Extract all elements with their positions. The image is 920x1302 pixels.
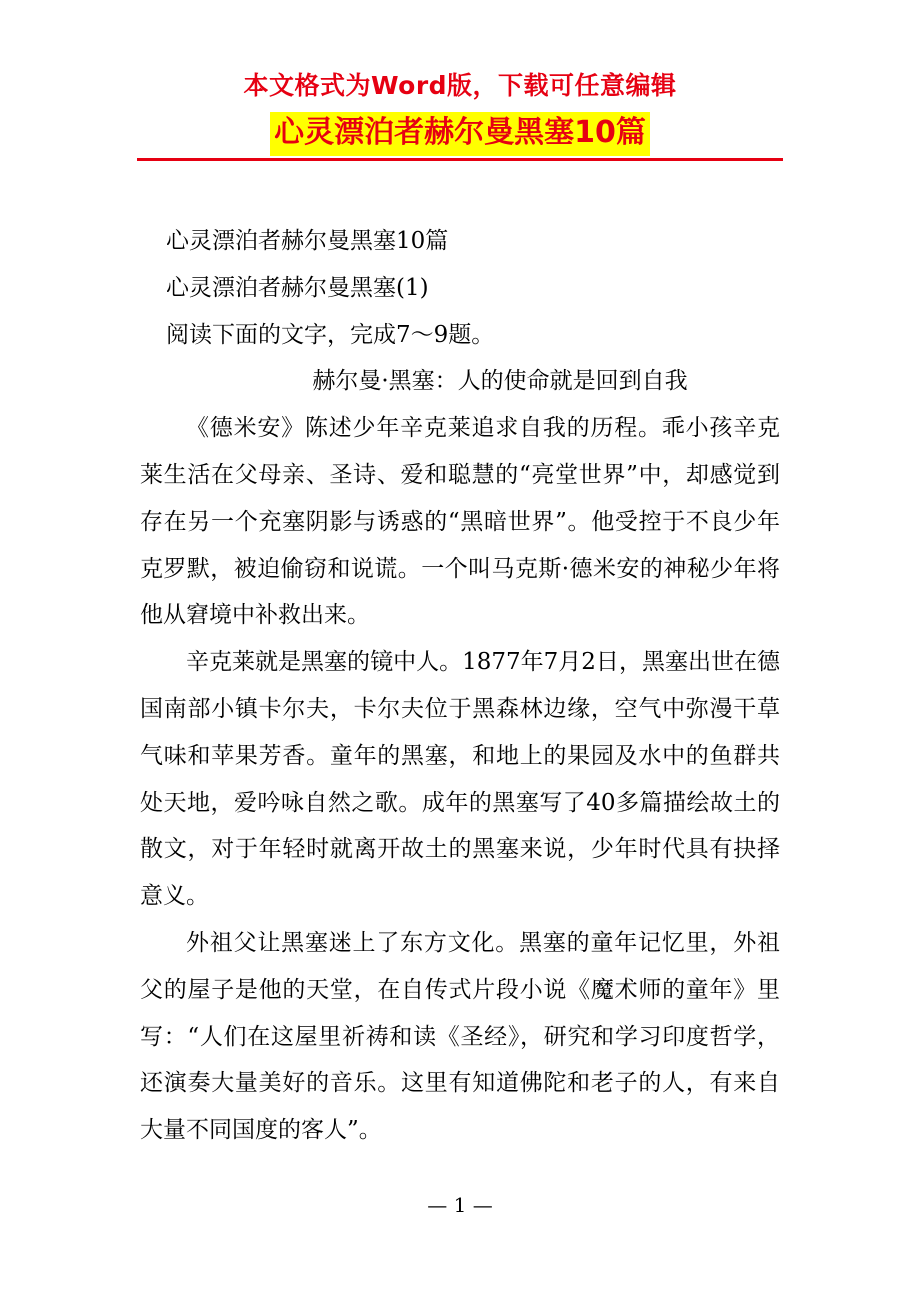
document-title-wrap [0,112,920,156]
section-heading: 心灵漂泊者赫尔曼黑塞(1) [166,274,429,301]
paragraph: 《德米安》陈述少年辛克莱追求自我的历程。乖小孩辛克莱生活在父母亲、圣诗、爱和聪慧的“亮堂世界”中，却感觉到存在另一个充塞阴影与诱惑的“黑暗世界”。他受控于不良少年克罗默，被迫偷窃和说谎。一个叫马克斯·德米安的神秘少年将他从窘境中补救出来。 [140,415,780,629]
article-subtitle: 赫尔曼·黑塞：人的使命就是回到自我 [312,368,688,395]
document-title: 心灵漂泊者赫尔曼黑塞10篇 [270,112,650,156]
format-notice: 本文格式为Word版，下载可任意编辑 [243,71,677,100]
header-divider [137,158,783,161]
paragraph: 外祖父让黑塞迷上了东方文化。黑塞的童年记忆里，外祖父的屋子是他的天堂，在自传式片段小说《魔术师的童年》里写：“人们在这屋里祈祷和读《圣经》，研究和学习印度哲学，还演奏大量美好的音乐。这里有知道佛陀和老子的人，有来自大量不同国度的客人”。 [140,929,780,1144]
instruction-line: 阅读下面的文字，完成7～9题。 [166,321,495,348]
paragraph: 辛克莱就是黑塞的镜中人。1877年7月2日，黑塞出世在德国南部小镇卡尔夫，卡尔夫位于黑森林边缘，空气中弥漫干草气味和苹果芳香。童年的黑塞，和地上的果园及水中的鱼群共处天地，爱吟咏自然之歌。成年的黑塞写了40多篇描绘故土的散文，对于年轻时就离开故土的黑塞来说，少年时代具有抉择意义。 [140,649,780,910]
document-body [140,218,780,1154]
page-number: — 1 — [427,1193,493,1217]
body-title-line: 心灵漂泊者赫尔曼黑塞10篇 [166,228,449,254]
